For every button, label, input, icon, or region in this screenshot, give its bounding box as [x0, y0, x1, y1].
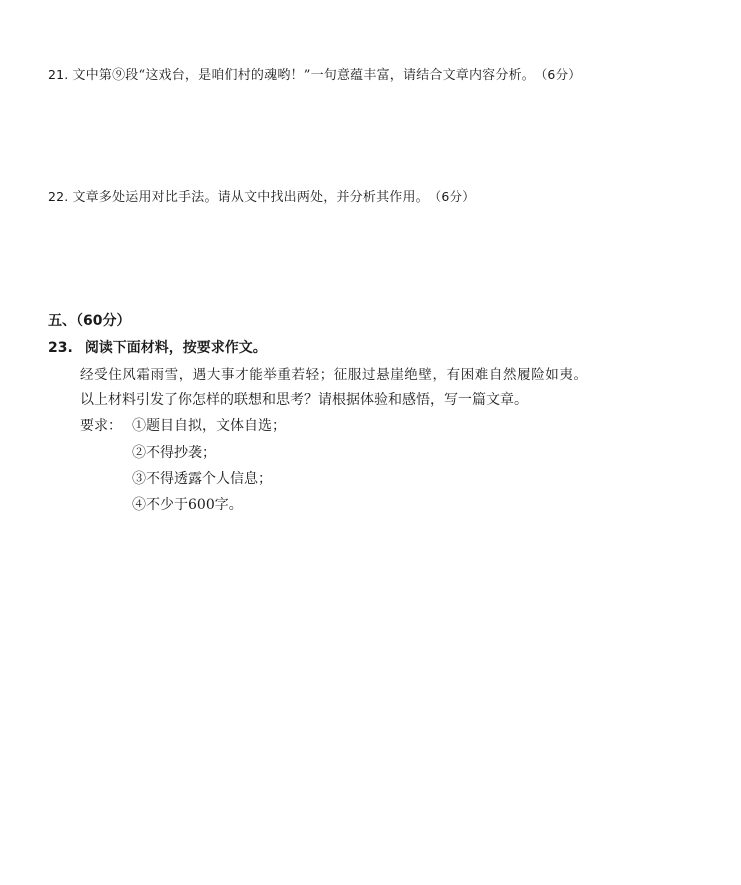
essay-prompt: 以上材料引发了你怎样的联想和思考？请根据体验和感悟，写一篇文章。 — [80, 392, 528, 408]
requirement-item: ④不少于600字。 — [132, 497, 243, 513]
question-number: 21. — [48, 67, 69, 82]
question-22 — [48, 186, 475, 205]
essay-number: 23. — [48, 340, 73, 356]
question-21 — [48, 64, 581, 83]
question-number: 22. — [48, 189, 69, 204]
requirement-item: ③不得透露个人信息； — [132, 471, 272, 487]
essay-instruction: 阅读下面材料，按要求作文。 — [84, 340, 267, 356]
question-text: 文章多处运用对比手法。请从文中找出两处，并分析其作用。 — [72, 190, 429, 205]
section-heading: 五、（60分） — [48, 313, 131, 329]
essay-material: 经受住风霜雨雪，遇大事才能举重若轻；征服过悬崖绝壁，有困难自然履险如夷。 — [80, 367, 588, 383]
requirement-item: ①题目自拟，文体自选； — [132, 418, 286, 434]
question-points: （6分） — [540, 67, 581, 82]
requirements-label: 要求： — [80, 418, 122, 434]
requirement-item: ②不得抄袭； — [132, 445, 216, 461]
essay-task-heading — [48, 337, 267, 357]
question-text: 文中第⑨段“这戏台，是咱们村的魂哟！”一句意蕴丰富，请结合文章内容分析。 — [72, 68, 535, 83]
question-points: （6分） — [434, 189, 475, 204]
